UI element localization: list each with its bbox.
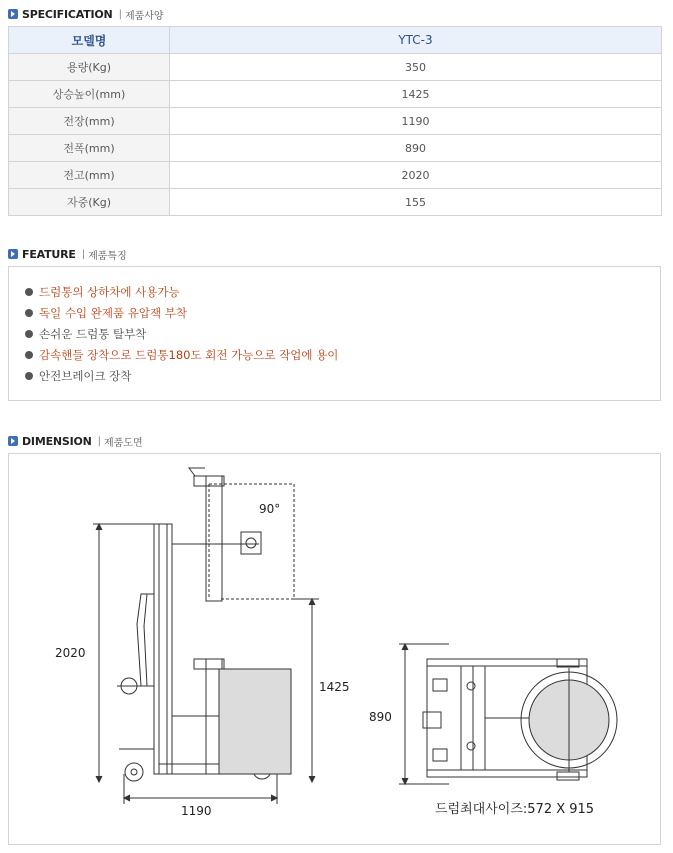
height-label: 2020 <box>55 646 86 660</box>
feature-title-ko: 제품특징 <box>88 250 127 262</box>
list-item <box>25 302 660 323</box>
spec-value: 2020 <box>170 162 662 189</box>
spec-value: 1190 <box>170 108 662 135</box>
spec-value: 890 <box>170 135 662 162</box>
table-row <box>9 162 662 189</box>
list-item <box>25 323 660 344</box>
feature-text: 독일 수입 완제품 유압잭 부착 <box>39 305 187 320</box>
drum-truck-drawing <box>9 454 660 844</box>
table-row <box>9 81 662 108</box>
spec-value: 1425 <box>170 81 662 108</box>
table-row <box>9 135 662 162</box>
angle-label: 90° <box>259 502 281 516</box>
feature-text: 안전브레이크 장착 <box>39 368 132 383</box>
title-separator: | <box>97 435 102 447</box>
list-item <box>25 281 660 302</box>
bullet-icon <box>25 372 33 380</box>
spec-title-ko: 제품사양 <box>124 10 164 22</box>
feature-text: 손쉬운 드럼통 탈부착 <box>39 326 147 341</box>
drum-side <box>219 669 291 774</box>
spec-label: 용량(Kg) <box>9 54 170 81</box>
spec-value: 155 <box>170 189 662 216</box>
lift-height-label: 1425 <box>319 680 350 694</box>
feature-list <box>9 267 660 386</box>
section-arrow-icon <box>8 436 18 446</box>
title-separator: | <box>118 8 122 20</box>
mast <box>154 524 172 774</box>
spec-value: 350 <box>170 54 662 81</box>
table-row <box>9 189 662 216</box>
bullet-icon <box>25 288 33 296</box>
spec-header-label: 모델명 <box>9 27 170 54</box>
table-row <box>9 54 662 81</box>
dimension-section-title <box>8 433 143 449</box>
length-label: 1190 <box>181 804 212 818</box>
bullet-icon <box>25 351 33 359</box>
title-separator: | <box>81 248 86 260</box>
dimension-drawing-box <box>8 453 661 845</box>
list-item <box>25 365 660 386</box>
spec-label: 전고(mm) <box>9 162 170 189</box>
rear-wheel <box>125 763 143 781</box>
spec-table <box>8 26 662 216</box>
dimension-title-en: DIMENSION <box>22 434 92 448</box>
drum-size-label: 드럼최대사이즈:572 X 915 <box>435 802 595 817</box>
feature-text: 감속핸들 장착으로 드럼통180도 회전 가능으로 작업에 용이 <box>39 347 339 362</box>
list-item <box>25 344 660 365</box>
feature-title-en: FEATURE <box>22 247 76 261</box>
spec-header-row <box>9 27 662 54</box>
bullet-icon <box>25 309 33 317</box>
spec-label: 상승높이(mm) <box>9 81 170 108</box>
feature-box <box>8 266 661 401</box>
dimension-title-ko: 제품도면 <box>104 437 143 449</box>
spec-header-value: YTC-3 <box>170 27 662 54</box>
spec-label: 전폭(mm) <box>9 135 170 162</box>
width-label: 890 <box>369 710 392 724</box>
feature-section-title <box>8 246 127 262</box>
spec-label: 자중(Kg) <box>9 189 170 216</box>
spec-title-en: SPECIFICATION <box>22 7 113 21</box>
section-arrow-icon <box>8 249 18 259</box>
spec-label: 전장(mm) <box>9 108 170 135</box>
bullet-icon <box>25 330 33 338</box>
table-row <box>9 108 662 135</box>
spec-section-title <box>8 6 164 22</box>
feature-text: 드럼통의 상하차에 사용가능 <box>39 284 180 299</box>
section-arrow-icon <box>8 9 18 19</box>
